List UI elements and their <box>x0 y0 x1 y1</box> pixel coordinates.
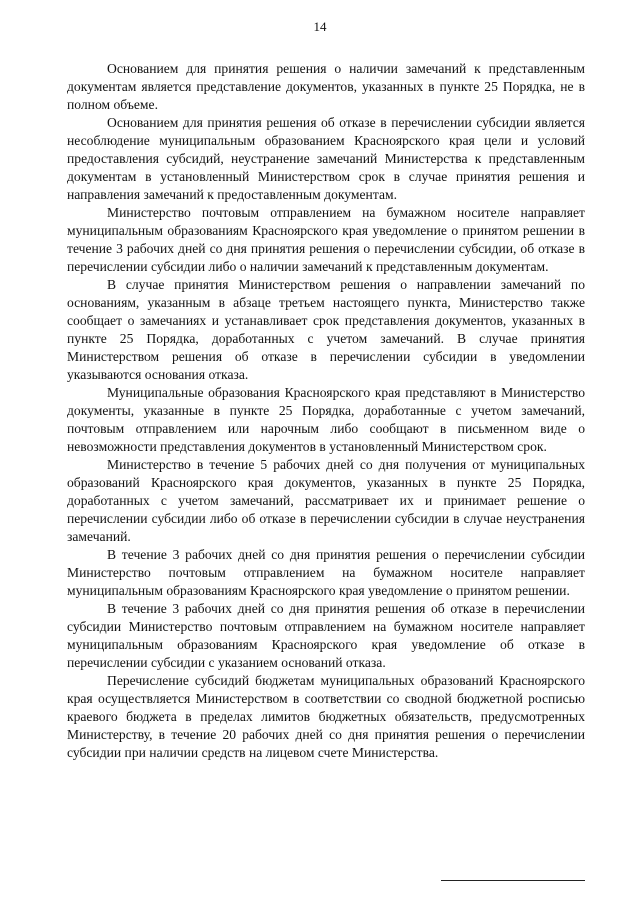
paragraph: Муниципальные образования Красноярского края представляют в Министерство документы, указанные в пункте 25 Порядка, доработанные с учетом замечаний, почтовым отправлением или нарочным либо сообщают в письменном виде о невозможности представления документов в установленный Министерством срок. <box>67 385 585 454</box>
page-number: 14 <box>313 19 327 34</box>
paragraph: В течение 3 рабочих дней со дня принятия решения об отказе в перечислении субсидии Министерство почтовым отправлением на бумажном носителе направляет муниципальным образованиям Красноярского края уведомление об отказе в перечислении субсидии с указанием оснований отказа. <box>67 601 585 670</box>
paragraph: Министерство почтовым отправлением на бумажном носителе направляет муниципальным образованиям Красноярского края уведомление о принятом решении в течение 3 рабочих дней со дня принятия решения о перечислении субсидии, об отказе в перечислении субсидии либо о наличии замечаний к представленным документам. <box>67 205 585 274</box>
paragraph: Перечисление субсидий бюджетам муниципальных образований Красноярского края осуществляется Министерством в соответствии со сводной бюджетной росписью краевого бюджета в пределах лимитов бюджетных обязательств, предусмотренных Министерству, в течение 20 рабочих дней со дня принятия решения о перечислении субсидии при наличии средств на лицевом счете Министерства. <box>67 673 585 760</box>
footer-divider-line <box>441 880 585 881</box>
paragraph: В случае принятия Министерством решения о направлении замечаний по основаниям, указанным в абзаце третьем настоящего пункта, Министерство также сообщает о замечаниях и устанавливает срок представления документов, указанных в пункте 25 Порядка, доработанных с учетом замечаний. В случае принятия Министерством решения об отказе в перечислении субсидии в уведомлении указываются основания отказа. <box>67 277 585 382</box>
paragraph: Основанием для принятия решения о наличии замечаний к представленным документам является представление документов, указанных в пункте 25 Порядка, не в полном объеме. <box>67 61 585 112</box>
document-body <box>67 60 585 762</box>
paragraph: В течение 3 рабочих дней со дня принятия решения о перечислении субсидии Министерство почтовым отправлением на бумажном носителе направляет муниципальным образованиям Красноярского края уведомление о принятом решении. <box>67 547 585 598</box>
paragraph: Министерство в течение 5 рабочих дней со дня получения от муниципальных образований Красноярского края документов, указанных в пункте 25 Порядка, доработанных с учетом замечаний, рассматривает их и принимает решение о перечислении субсидии либо об отказе в перечислении субсидии в случае неустранения замечаний. <box>67 457 585 544</box>
paragraph: Основанием для принятия решения об отказе в перечислении субсидии является несоблюдение муниципальным образованием Красноярского края цели и условий предоставления субсидий, неустранение замечаний Министерства к представленным документам в установленный Министерством срок в случае принятия решения и направления замечаний к предоставленным документам. <box>67 115 585 202</box>
